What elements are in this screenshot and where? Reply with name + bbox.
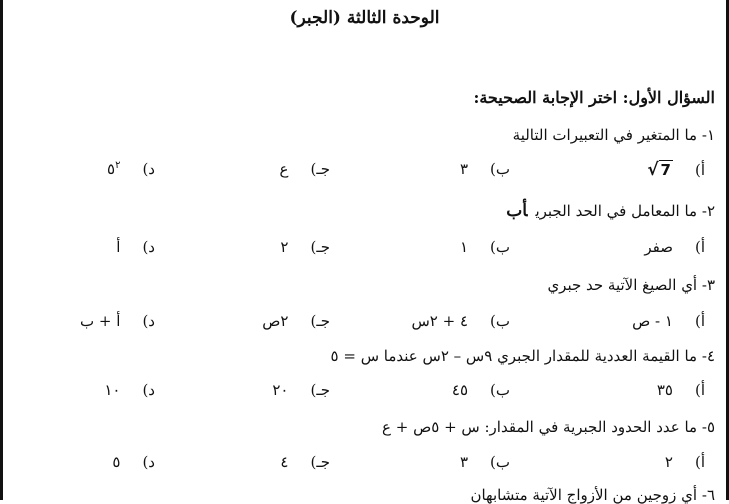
- algebraic-term: أب: [506, 201, 528, 221]
- question-5-text: ٥- ما عدد الحدود الجبرية في المقدار: س + ٥ص + ع: [382, 418, 715, 436]
- option-c[interactable]: جـ)٢ص: [262, 312, 330, 330]
- exponent: ٢: [115, 160, 121, 171]
- option-b[interactable]: ب)٤ + ٢س: [411, 312, 510, 330]
- option-d[interactable]: د)أ: [116, 238, 155, 256]
- option-d[interactable]: د)٥: [112, 453, 155, 471]
- option-c[interactable]: جـ)٢٠: [272, 381, 330, 399]
- question-3-options: [15, 312, 715, 336]
- option-a[interactable]: أ)٣٥: [656, 381, 705, 399]
- option-a[interactable]: أ)صفر: [644, 238, 705, 256]
- page-title: الوحدة الثالثة (الجبر): [289, 8, 440, 28]
- option-c[interactable]: جـ)ع: [279, 160, 330, 178]
- option-b[interactable]: ب)٣: [459, 453, 510, 471]
- option-c[interactable]: جـ)٤: [280, 453, 330, 471]
- option-c[interactable]: جـ)٢: [280, 238, 330, 256]
- question-1-text: ١- ما المتغير في التعبيرات التالية: [512, 126, 715, 144]
- option-d[interactable]: د)١٠: [104, 381, 155, 399]
- option-a[interactable]: أ)√ 7: [647, 160, 705, 180]
- question-4-options: [15, 381, 715, 405]
- question-2-text: ٢- ما المعامل في الحد الجبريأب: [506, 201, 715, 221]
- option-d[interactable]: $د)٥^٢$: [107, 160, 155, 178]
- question-4-text: ٤- ما القيمة العددية للمقدار الجبري ٩س – ٢س عندما س = ٥: [330, 347, 715, 365]
- option-b[interactable]: ب)٤٥: [451, 381, 510, 399]
- option-a[interactable]: أ)١ - ص: [632, 312, 705, 330]
- question-1-options: [15, 160, 715, 184]
- option-b[interactable]: ب)٣: [459, 160, 510, 178]
- question-3-text: ٣- أي الصيغ الآتية حد جبري: [547, 276, 715, 294]
- question-2-options: [15, 238, 715, 262]
- option-b[interactable]: ب)١: [459, 238, 510, 256]
- option-d[interactable]: د)أ + ب: [80, 312, 155, 330]
- square-root-icon: √ 7: [647, 160, 671, 180]
- option-a[interactable]: أ)٢: [664, 453, 705, 471]
- section-heading: السؤال الأول: اختر الإجابة الصحيحة:: [473, 88, 715, 107]
- question-6-text: ٦- أي زوجين من الأزواج الآتية متشابهان: [470, 486, 715, 504]
- question-5-options: [15, 453, 715, 477]
